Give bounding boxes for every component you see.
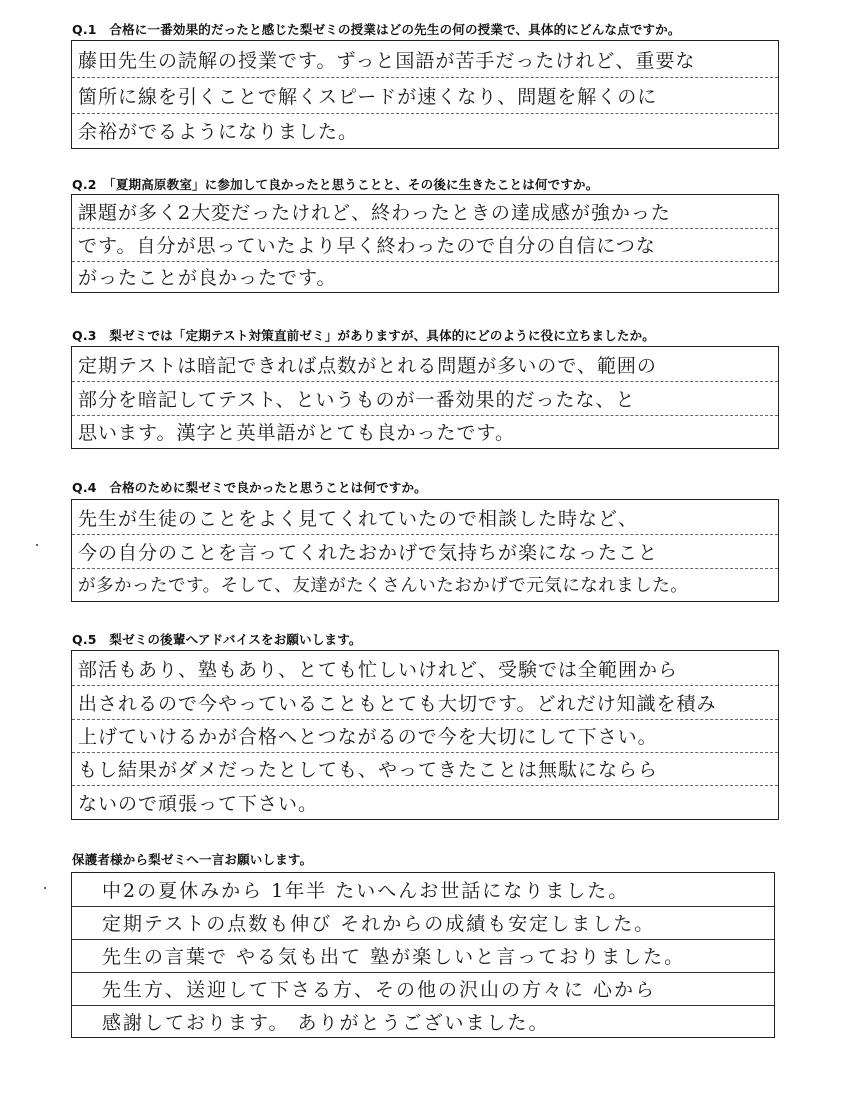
answer-line: 今の自分のことを言ってくれたおかげで気持ちが楽になったこと	[72, 534, 778, 569]
answer-line: 定期テストは暗記できれば点数がとれる問題が多いので、範囲の	[72, 347, 778, 382]
question-4-title: Q.4 合格のために梨ゼミで良かったと思うことは何ですか。	[72, 480, 427, 495]
question-5-title: Q.5 梨ゼミの後輩へアドバイスをお願いします。	[72, 632, 362, 647]
answer-line: ないので頑張って下さい。	[78, 792, 319, 815]
answer-box-2	[71, 194, 779, 293]
answer-box-3	[71, 346, 779, 449]
answer-line: がったことが良かったです。	[78, 267, 337, 289]
answer-line: 部分を暗記してテスト、というものが一番効果的だったな、と	[72, 381, 778, 416]
answer-line: もし結果がダメだったとしても、やってきたことは無駄にならら	[72, 752, 778, 786]
answer-line: 上げていけるかが合格へとつながるので今を大切にして下さい。	[72, 719, 778, 753]
answer-line: 出されるので今やっていることもとても大切です。どれだけ知識を積み	[72, 685, 778, 720]
answer-box-5	[71, 650, 779, 820]
answer-line: 感謝しております。 ありがとうございました。	[102, 1011, 550, 1034]
answer-line: 先生方、送迎して下さる方、その他の沢山の方々に 心から	[72, 972, 774, 1006]
answer-line: 定期テストの点数も伸び それからの成績も安定しました。	[72, 906, 774, 940]
answer-line: が多かったです。そして、友達がたくさんいたおかげで元気になれました。	[78, 576, 689, 596]
answer-line: 先生が生徒のことをよく見てくれていたので相談した時など、	[72, 500, 778, 535]
answer-line: 先生の言葉で やる気も出て 塾が楽しいと言っておりました。	[72, 939, 774, 973]
answer-line: 藤田先生の読解の授業です。ずっと国語が苦手だったけれど、重要な	[72, 41, 778, 78]
question-1-title: Q.1 合格に一番効果的だったと感じた梨ゼミの授業はどの先生の何の授業で、具体的にどんな点ですか。	[72, 22, 681, 37]
answer-line: 余裕がでるようになりました。	[78, 121, 359, 143]
answer-box-4	[71, 499, 779, 602]
answer-line: 中2の夏休みから 1年半 たいへんお世話になりました。	[72, 873, 774, 907]
parent-comment-title: 保護者様から梨ゼミへ一言お願いします。	[72, 852, 313, 867]
question-2-title: Q.2 「夏期高原教室」に参加して良かったと思うことと、その後に生きたことは何ですか。	[72, 177, 599, 192]
question-3-title: Q.3 梨ゼミでは「定期テスト対策直前ゼミ」がありますが、具体的にどのように役に立ちましたか。	[72, 328, 655, 343]
answer-line: です。自分が思っていたより早く終わったので自分の自信につな	[72, 228, 778, 262]
answer-box-1	[71, 40, 779, 149]
answer-line: 課題が多く2大変だったけれど、終わったときの達成感が強かった	[72, 195, 778, 229]
stray-mark	[36, 544, 38, 546]
answer-line: 思います。漢字と英単語がとても良かったです。	[78, 422, 515, 444]
parent-comment-box	[71, 872, 775, 1038]
answer-line: 箇所に線を引くことで解くスピードが速くなり、問題を解くのに	[72, 77, 778, 114]
stray-mark	[44, 887, 46, 889]
answer-line: 部活もあり、塾もあり、とても忙しいけれど、受験では全範囲から	[72, 651, 778, 686]
